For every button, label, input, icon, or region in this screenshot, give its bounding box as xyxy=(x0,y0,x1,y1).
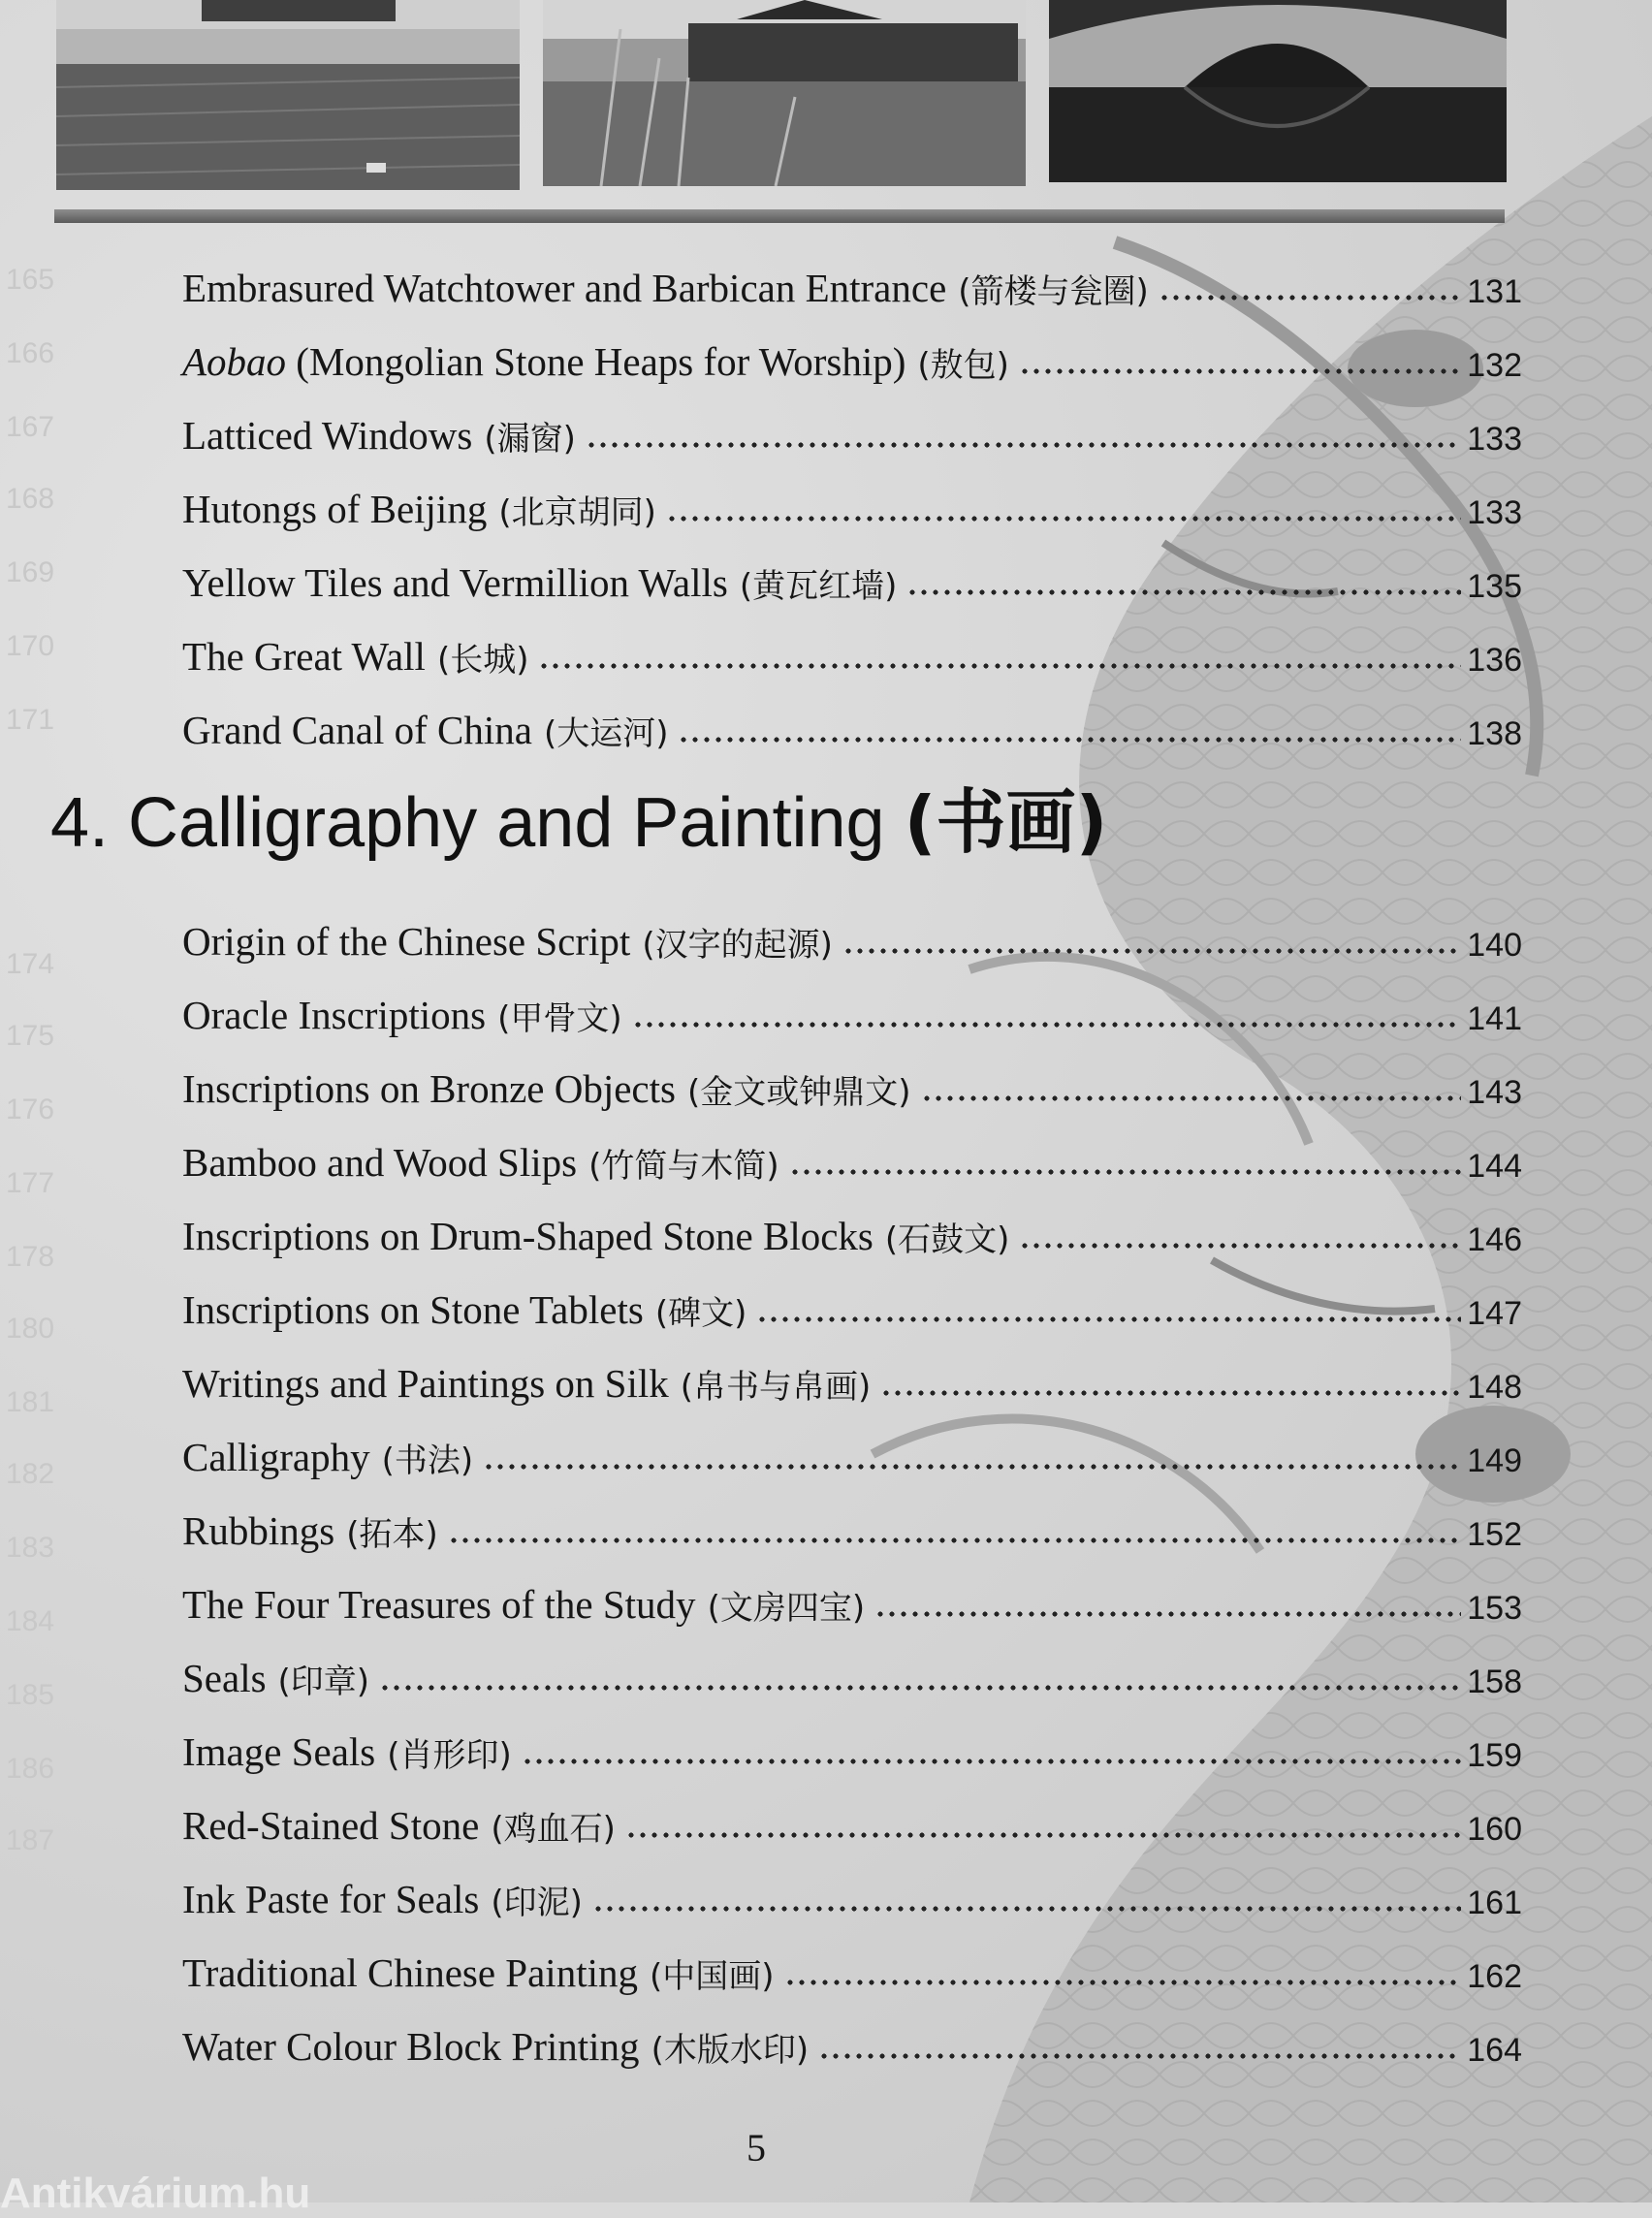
ghost-number: 185 xyxy=(6,1679,55,1711)
ghost-number: 168 xyxy=(6,483,55,515)
dot-leader xyxy=(880,1390,1461,1396)
toc-entry-title: The Great Wall xyxy=(182,634,426,679)
palace-courtyard-photo xyxy=(56,0,520,190)
dot-leader xyxy=(666,516,1461,522)
toc-entry-chinese: (印章) xyxy=(277,1663,370,1701)
ghost-number: 186 xyxy=(6,1753,55,1785)
toc-entry[interactable] xyxy=(182,1483,1522,1554)
ghost-number: 177 xyxy=(6,1167,55,1199)
ghost-number: 184 xyxy=(6,1605,55,1637)
watermark: Antikvárium.hu xyxy=(0,2170,311,2217)
toc-entry-title: Ink Paste for Seals xyxy=(182,1877,480,1921)
toc-entry-chinese: (碑文) xyxy=(654,1294,747,1333)
dot-leader xyxy=(789,1169,1462,1175)
dot-leader xyxy=(784,1980,1462,1985)
toc-entry-chinese: (石鼓文) xyxy=(884,1220,1010,1259)
section-heading xyxy=(50,766,1107,867)
toc-entry[interactable] xyxy=(182,894,1522,965)
toc-entry[interactable] xyxy=(182,240,1522,311)
dot-leader xyxy=(592,1906,1461,1912)
toc-entry[interactable] xyxy=(182,609,1522,680)
toc-entry-title: Traditional Chinese Painting xyxy=(182,1950,638,1995)
toc-entry-page: 138 xyxy=(1467,715,1522,752)
ghost-number: 165 xyxy=(6,264,55,296)
ghost-number: 181 xyxy=(6,1386,55,1418)
toc-entry-chinese: (印泥) xyxy=(491,1884,583,1922)
toc-entry-title: Grand Canal of China xyxy=(182,708,532,752)
section-heading-label: 4. Calligraphy and Painting xyxy=(50,784,905,862)
toc-entry-title: Inscriptions on Drum-Shaped Stone Blocks xyxy=(182,1214,874,1258)
toc-entry[interactable] xyxy=(182,388,1522,459)
ghost-number: 183 xyxy=(6,1532,55,1564)
toc-entry-chinese: (文房四宝) xyxy=(707,1589,866,1628)
toc-entry-page: 133 xyxy=(1467,494,1522,531)
toc-entry-page: 131 xyxy=(1467,273,1522,310)
toc-entry-title: Oracle Inscriptions xyxy=(182,993,487,1037)
toc-entry-page: 149 xyxy=(1467,1442,1522,1479)
toc-entry-chinese: (竹简与木简) xyxy=(588,1147,779,1186)
toc-entry-page: 164 xyxy=(1467,2032,1522,2069)
toc-entry-page: 141 xyxy=(1467,1000,1522,1037)
ghost-number: 166 xyxy=(6,337,55,369)
toc-entry-chinese: (敖包) xyxy=(917,346,1009,385)
toc-entry[interactable] xyxy=(182,1631,1522,1701)
dot-leader xyxy=(632,1022,1462,1028)
toc-entry-page: 153 xyxy=(1467,1590,1522,1627)
toc-entry[interactable] xyxy=(182,1041,1522,1112)
ghost-number: 180 xyxy=(6,1313,55,1345)
dot-leader xyxy=(522,1759,1462,1764)
dot-leader xyxy=(538,663,1461,669)
toc-entry-page: 132 xyxy=(1467,347,1522,384)
toc-entry-title: Rubbings xyxy=(182,1508,335,1553)
dot-leader xyxy=(625,1832,1461,1838)
ghost-number: 187 xyxy=(6,1824,55,1856)
toc-entry[interactable] xyxy=(182,461,1522,532)
toc-entry-page: 140 xyxy=(1467,927,1522,964)
toc-entry-chinese: (金文或钟鼎文) xyxy=(686,1073,911,1112)
bridge-photo xyxy=(1049,0,1507,182)
toc-entry-page: 144 xyxy=(1467,1148,1522,1185)
toc-entry-title: Calligraphy xyxy=(182,1435,370,1479)
toc-entry-chinese: (北京胡同) xyxy=(498,493,656,532)
toc-entry[interactable] xyxy=(182,967,1522,1038)
toc-entry[interactable] xyxy=(182,1115,1522,1186)
toc-entry-page: 162 xyxy=(1467,1958,1522,1995)
toc-entry-page: 136 xyxy=(1467,642,1522,679)
toc-entry-chinese: (汉字的起源) xyxy=(642,926,833,965)
toc-entry-chinese: (肖形印) xyxy=(387,1736,512,1775)
toc-entry-page: 160 xyxy=(1467,1811,1522,1848)
toc-entry-chinese: (帛书与帛画) xyxy=(680,1368,872,1407)
toc-entry-chinese: (箭楼与瓮圈) xyxy=(958,272,1149,311)
dot-leader xyxy=(756,1316,1461,1322)
toc-entry-title: Image Seals xyxy=(182,1729,376,1774)
dot-leader xyxy=(678,737,1461,743)
toc-entry-page: 152 xyxy=(1467,1516,1522,1553)
toc-entry-chinese: (甲骨文) xyxy=(497,999,622,1038)
page-number: 5 xyxy=(747,2126,766,2170)
dot-leader xyxy=(906,589,1461,595)
toc-entry[interactable] xyxy=(182,535,1522,606)
header-rule xyxy=(54,209,1505,223)
ghost-number: 178 xyxy=(6,1241,55,1273)
toc-entry-chinese: (木版水印) xyxy=(651,2031,810,2070)
dot-leader xyxy=(874,1611,1461,1617)
toc-entry-title: Yellow Tiles and Vermillion Walls xyxy=(182,560,728,605)
dot-leader xyxy=(1019,1243,1461,1249)
toc-entry-title: Seals xyxy=(182,1656,267,1700)
toc-entry[interactable] xyxy=(182,1925,1522,1996)
toc-entry-chinese: (大运河) xyxy=(543,714,669,753)
toc-entry[interactable] xyxy=(182,1557,1522,1628)
toc-entry[interactable] xyxy=(182,314,1522,385)
dot-leader xyxy=(921,1095,1462,1101)
toc-entry[interactable] xyxy=(182,1410,1522,1480)
toc-entry[interactable] xyxy=(182,1704,1522,1775)
dot-leader xyxy=(1019,368,1461,374)
dot-leader xyxy=(586,442,1461,448)
ghost-number: 176 xyxy=(6,1093,55,1125)
ghost-number: 167 xyxy=(6,411,55,443)
dot-leader xyxy=(448,1537,1462,1543)
toc-entry[interactable] xyxy=(182,1188,1522,1259)
toc-entry-chinese: (漏窗) xyxy=(484,420,576,459)
toc-entry-title: Hutongs of Beijing xyxy=(182,487,488,531)
toc-entry-title: Latticed Windows xyxy=(182,413,473,458)
dot-leader xyxy=(818,2053,1461,2059)
ghost-number: 171 xyxy=(6,704,55,736)
toc-entry-title: Inscriptions on Stone Tablets xyxy=(182,1287,644,1332)
toc-entry-title: Writings and Paintings on Silk xyxy=(182,1361,669,1406)
toc-entry[interactable] xyxy=(182,682,1522,753)
ghost-number: 182 xyxy=(6,1458,55,1490)
toc-entry[interactable] xyxy=(182,1336,1522,1407)
ghost-number: 175 xyxy=(6,1020,55,1052)
toc-entry-title: Water Colour Block Printing xyxy=(182,2024,640,2069)
toc-entry-page: 158 xyxy=(1467,1664,1522,1700)
toc-entry-title: Embrasured Watchtower and Barbican Entrance xyxy=(182,266,947,310)
toc-entry-title: Red-Stained Stone xyxy=(182,1803,480,1848)
toc-entry-chinese: (鸡血石) xyxy=(491,1810,616,1849)
dot-leader xyxy=(483,1464,1461,1470)
ghost-number: 169 xyxy=(6,556,55,588)
dot-leader xyxy=(1159,295,1461,301)
toc-entry-chinese: (黄瓦红墙) xyxy=(739,567,898,606)
toc-entry-chinese: (长城) xyxy=(436,641,529,680)
toc-entry-title: Inscriptions on Bronze Objects xyxy=(182,1066,676,1111)
toc-entry-chinese: (书法) xyxy=(381,1442,474,1480)
toc-entry-page: 146 xyxy=(1467,1221,1522,1258)
toc-entry-page: 143 xyxy=(1467,1074,1522,1111)
dot-leader xyxy=(842,948,1461,954)
section-heading-chinese: (书画) xyxy=(904,781,1108,863)
dot-leader xyxy=(379,1685,1461,1691)
toc-entry-page: 135 xyxy=(1467,568,1522,605)
toc-entry-page: 133 xyxy=(1467,421,1522,458)
pavilion-photo xyxy=(543,0,1026,186)
toc-entry[interactable] xyxy=(182,1778,1522,1849)
ghost-number: 170 xyxy=(6,630,55,662)
toc-entry-title: Origin of the Chinese Script xyxy=(182,919,631,964)
toc-entry-chinese: (中国画) xyxy=(649,1957,775,1996)
toc-entry-page: 161 xyxy=(1467,1885,1522,1921)
toc-entry-page: 147 xyxy=(1467,1295,1522,1332)
toc-entry-page: 148 xyxy=(1467,1369,1522,1406)
toc-entry[interactable] xyxy=(182,1999,1522,2070)
toc-entry-title: Bamboo and Wood Slips xyxy=(182,1140,578,1185)
toc-entry-title: Aobao (Mongolian Stone Heaps for Worship) xyxy=(182,339,906,384)
toc-entry[interactable] xyxy=(182,1262,1522,1333)
toc-entry-title: The Four Treasures of the Study xyxy=(182,1582,696,1627)
ghost-number: 174 xyxy=(6,948,55,980)
toc-entry-chinese: (拓本) xyxy=(346,1515,438,1554)
toc-entry[interactable] xyxy=(182,1852,1522,1922)
toc-entry-page: 159 xyxy=(1467,1737,1522,1774)
